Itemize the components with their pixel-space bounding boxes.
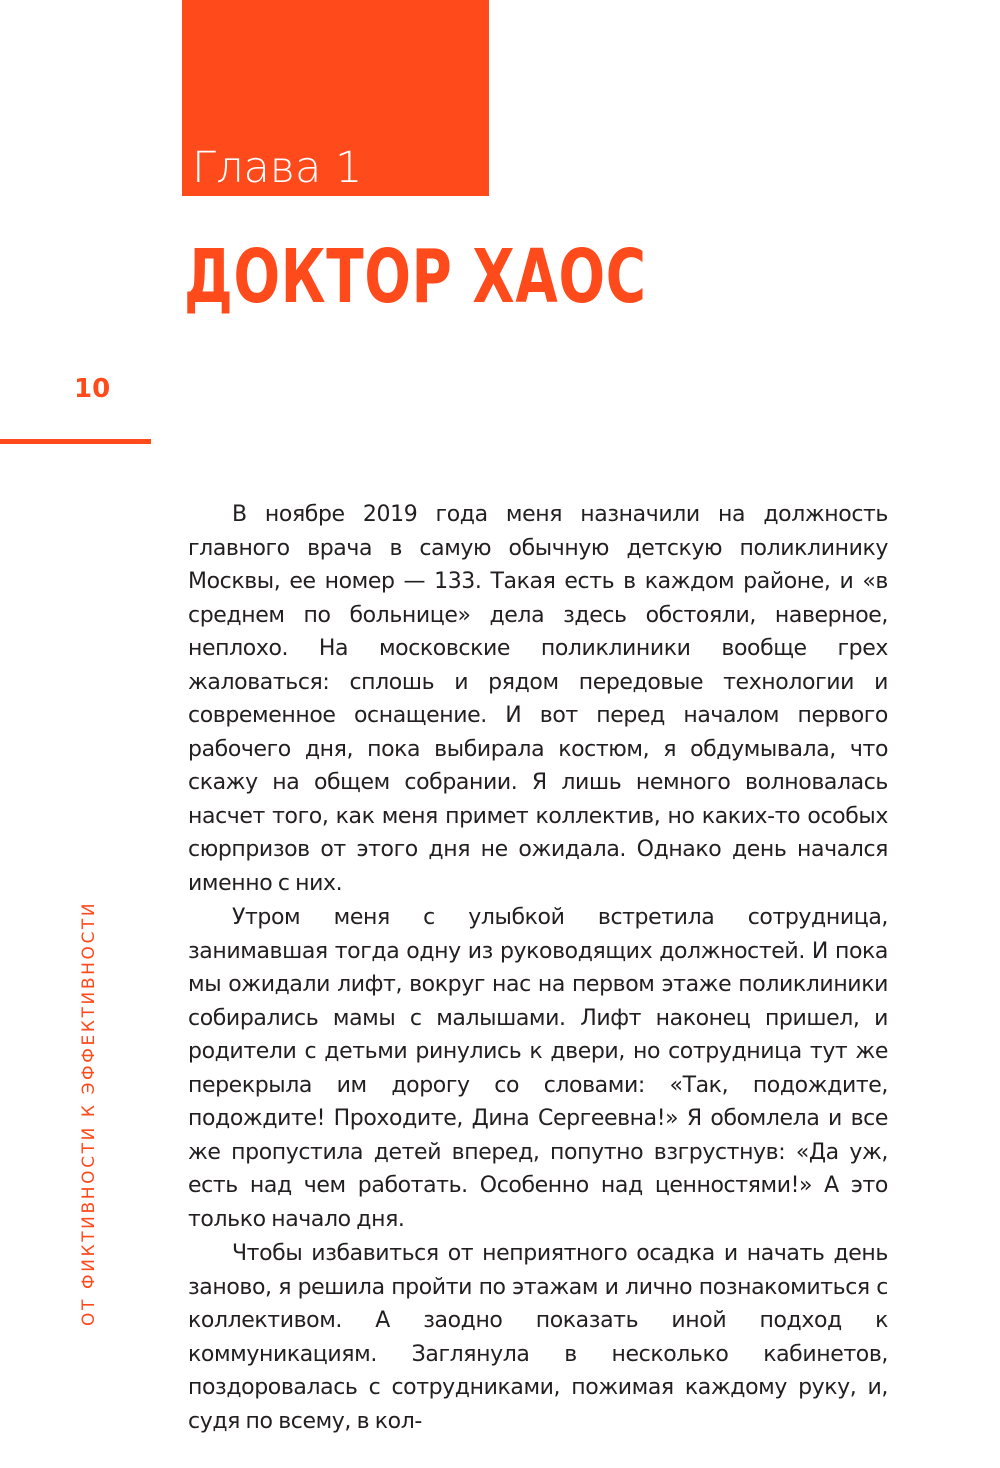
running-title: ОТ ФИКТИВНОСТИ К ЭФФЕКТИВНОСТИ — [79, 900, 99, 1326]
page-number-rule — [0, 439, 151, 444]
paragraph: Чтобы избавиться от неприятного осадка и начать день заново, я решила пройти по этажам и лично познакомиться с коллективом. А заодно показать иной подход к коммуникациям. Заглянула в несколько кабинетов, поздоровалась с сотрудниками, пожимая каждому руку, и, судя по всему, в кол- — [188, 1241, 888, 1434]
chapter-header-block — [182, 0, 489, 196]
paragraph: Утром меня с улыбкой встретила сотрудница, занимавшая тогда одну из руководящих должностей. И пока мы ожидали лифт, вокруг нас на первом этаже поликлиники собирались мамы с малышами. Лифт наконец пришел, и родители с детьми ринулись к двери, но сотрудница тут же перекрыла им дорогу со словами: «Так, подождите, подождите! Проходите, Дина Сергеевна!» Я обомлела и все же пропустила детей вперед, попутно взгрустнув: «Да уж, есть над чем работать. Особенно над ценностями!» А это только начало дня. — [188, 905, 888, 1232]
paragraph: В ноябре 2019 года меня назначили на должность главного врача в самую обычную детскую поликлинику Москвы, ее номер — 133. Такая есть в каждом районе, и «в среднем по больнице» дела здесь обстояли, наверное, неплохо. На московские поликлиники вообще грех жаловаться: сплошь и рядом передовые технологии и современное оснащение. И вот перед началом первого рабочего дня, пока выбирала костюм, я обдумывала, что скажу на общем собрании. Я лишь немного волновалась насчет того, как меня примет коллектив, но каких-то особых сюрпризов от этого дня не ожидала. Однако день начался именно с них. — [188, 502, 888, 896]
page-number: 10 — [74, 374, 111, 404]
chapter-title: ДОКТОР ХАОС — [184, 234, 647, 320]
chapter-label: Глава 1 — [192, 143, 363, 193]
body-text — [188, 498, 888, 1439]
